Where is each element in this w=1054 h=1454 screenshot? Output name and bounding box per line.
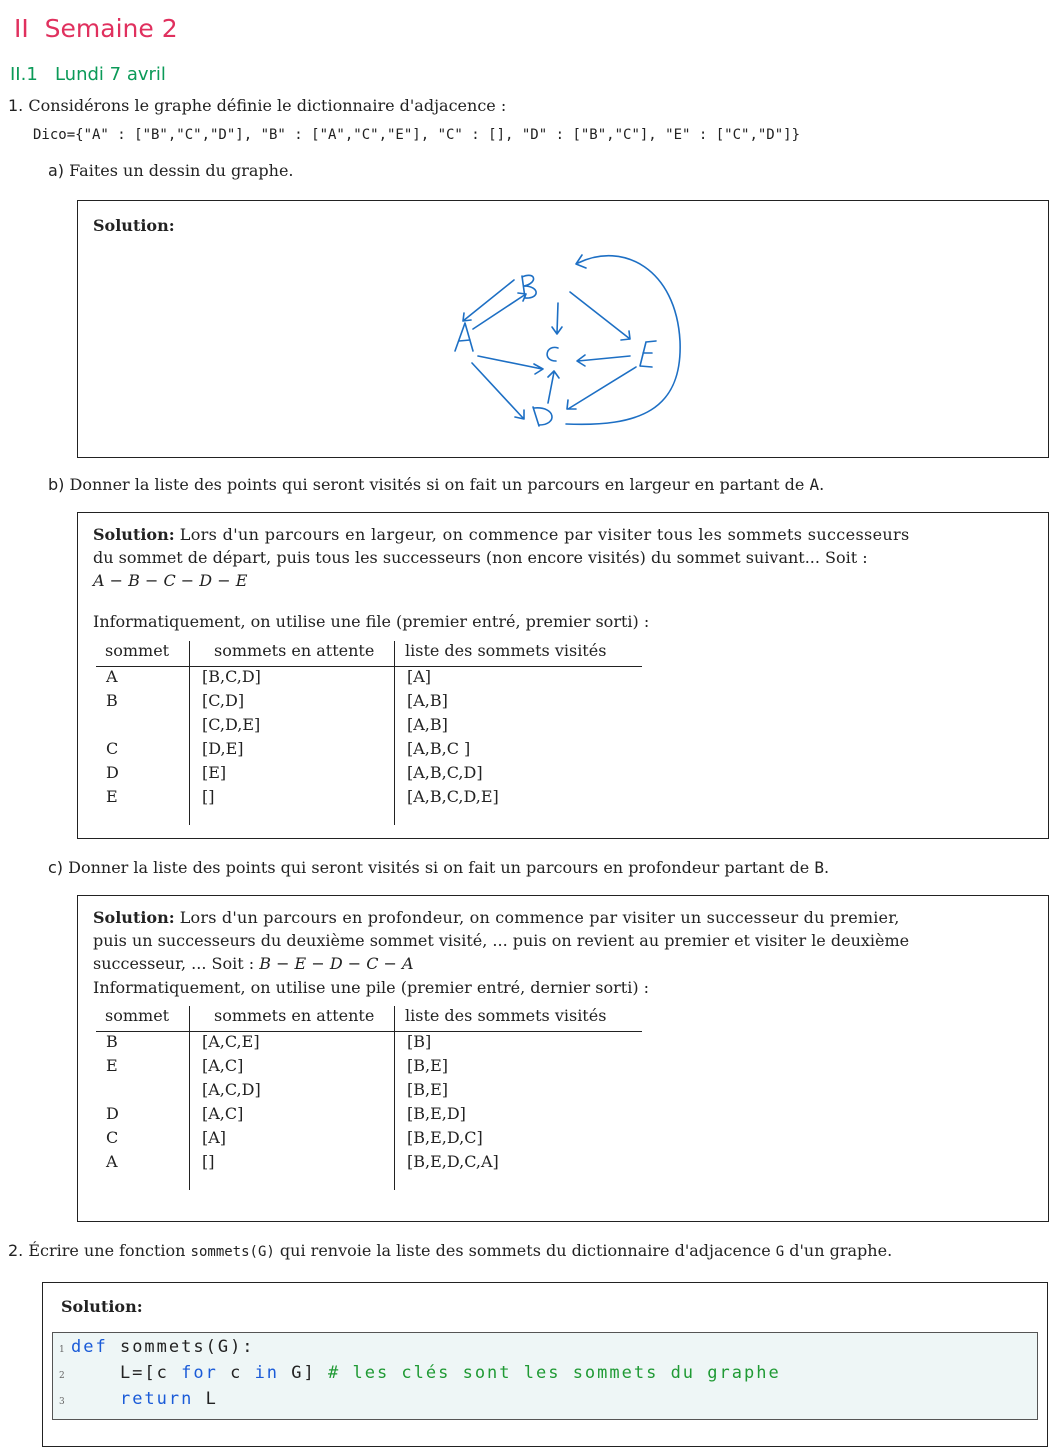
solution-b-line-2: du sommet de départ, puis tous les successeurs (non encore visités) du sommet suivant... Soit : [93, 548, 868, 567]
table-cell: [A,C] [202, 1056, 244, 1075]
table-cell: B [106, 1032, 118, 1051]
question-1b: b) Donner la liste des points qui seront visités si on fait un parcours en largeur en partant de A. [48, 475, 825, 494]
table-cell: [C,D,E] [202, 715, 261, 734]
table-cell: D [106, 1104, 119, 1123]
question-1c: c) Donner la liste des points qui seront visités si on fait un parcours en profondeur partant de B. [48, 858, 830, 877]
solution-b-sequence: A − B − C − D − E [93, 571, 248, 590]
solution-c-line-2: puis un successeurs du deuxième sommet visité, ... puis on revient au premier et visiter le deuxième [93, 931, 910, 950]
table-rule [96, 1031, 642, 1032]
table-cell: [B,C,D] [202, 667, 261, 686]
code-line-1: def sommets(G): [71, 1337, 255, 1357]
solution-box-c [77, 895, 1049, 1222]
dfs-table [96, 1006, 642, 1190]
code-line-2: L=[c for c in G] # les clés sont les sommets du graphe [71, 1363, 781, 1383]
table-rule [96, 666, 642, 667]
edge-b-c [552, 303, 562, 334]
adjacency-dict: Dico={"A" : ["B","C","D"], "B" : ["A","C","E"], "C" : [], "D" : ["B","C"], "E" : ["C","D"]} [33, 127, 801, 143]
table-cell: [A,B,C ] [407, 739, 471, 758]
code-line-3: return L [119, 1389, 218, 1409]
line-number: 3 [59, 1397, 65, 1407]
solution-label: Solution: [93, 216, 175, 235]
edge-b-a [463, 280, 514, 321]
solution-c-line-4: Informatiquement, on utilise une pile (premier entré, dernier sorti) : [93, 978, 650, 997]
solution-b-line-1: Solution: Lors d'un parcours en largeur, on commence par visiter tous les sommets successeurs [93, 525, 910, 544]
bfs-header-visites: liste des sommets visités [405, 641, 607, 660]
node-d [533, 407, 552, 426]
table-cell: [A,C] [202, 1104, 244, 1123]
table-cell: [A,B,C,D,E] [407, 787, 499, 806]
table-cell: [B] [407, 1032, 432, 1051]
table-cell: [B,E] [407, 1080, 449, 1099]
table-vrule [189, 641, 190, 825]
table-cell: D [106, 763, 119, 782]
table-cell: [B,E,D] [407, 1104, 466, 1123]
table-cell: B [106, 691, 118, 710]
dfs-header-visites: liste des sommets visités [405, 1006, 607, 1025]
table-cell: C [106, 739, 119, 758]
bfs-table [96, 641, 642, 825]
edge-a-c [478, 356, 543, 374]
table-vrule [189, 1006, 190, 1190]
section-title: II Semaine 2 [14, 14, 178, 43]
table-cell: [A] [202, 1128, 227, 1147]
line-number: 1 [59, 1345, 65, 1355]
table-cell: [A,C,E] [202, 1032, 260, 1051]
solution-c-line-1: Solution: Lors d'un parcours en profondeur, on commence par visiter un successeur du premier, [93, 908, 900, 927]
table-cell: [B,E,D,C] [407, 1128, 483, 1147]
table-cell: A [106, 1152, 118, 1171]
dfs-header-attente: sommets en attente [214, 1006, 375, 1025]
question-1 [8, 96, 506, 115]
solution-box-q2 [42, 1282, 1048, 1447]
edge-a-b [473, 293, 526, 329]
edge-a-d [472, 363, 524, 419]
table-cell: [] [202, 1152, 215, 1171]
table-cell: E [106, 1056, 118, 1075]
node-a [455, 323, 473, 351]
table-cell: E [106, 787, 118, 806]
question-1-text: Considérons le graphe définie le dictionnaire d'adjacence : [28, 96, 507, 115]
table-cell: [B,E] [407, 1056, 449, 1075]
table-cell: [E] [202, 763, 227, 782]
solution-box-a [77, 200, 1049, 458]
question-2: 2. Écrire une fonction sommets(G) qui renvoie la liste des sommets du dictionnaire d'adjacence G d'un graphe. [8, 1241, 893, 1260]
table-cell: A [106, 667, 118, 686]
table-cell: [A,B] [407, 715, 448, 734]
edge-e-c [577, 355, 630, 366]
table-cell: [A,B,C,D] [407, 763, 483, 782]
table-cell: [] [202, 787, 215, 806]
node-c [547, 347, 558, 361]
bfs-header-sommet: sommet [105, 641, 170, 660]
solution-b-line-4: Informatiquement, on utilise une file (premier entré, premier sorti) : [93, 612, 650, 631]
code-block [52, 1332, 1038, 1420]
table-cell: [D,E] [202, 739, 244, 758]
dfs-header-sommet: sommet [105, 1006, 170, 1025]
table-vrule [394, 1006, 395, 1190]
table-cell: [A] [407, 667, 432, 686]
node-e [640, 341, 656, 367]
table-cell: [C,D] [202, 691, 245, 710]
graph-drawing [78, 201, 1048, 457]
question-1-number: 1. [8, 96, 24, 115]
question-1a: a) Faites un dessin du graphe. [48, 161, 294, 180]
solution-label: Solution: [61, 1297, 143, 1316]
table-cell: [A,B] [407, 691, 448, 710]
table-vrule [394, 641, 395, 825]
table-cell: C [106, 1128, 119, 1147]
subsection-title: II.1 Lundi 7 avril [10, 64, 166, 85]
edge-d-c [548, 371, 559, 403]
edge-b-e [570, 292, 630, 340]
line-number: 2 [59, 1371, 65, 1381]
edge-e-d [567, 367, 636, 409]
bfs-header-attente: sommets en attente [214, 641, 375, 660]
solution-c-sequence: successeur, ... Soit : B − E − D − C − A [93, 954, 414, 973]
solution-box-b [77, 512, 1049, 839]
table-cell: [A,C,D] [202, 1080, 261, 1099]
table-cell: [B,E,D,C,A] [407, 1152, 499, 1171]
